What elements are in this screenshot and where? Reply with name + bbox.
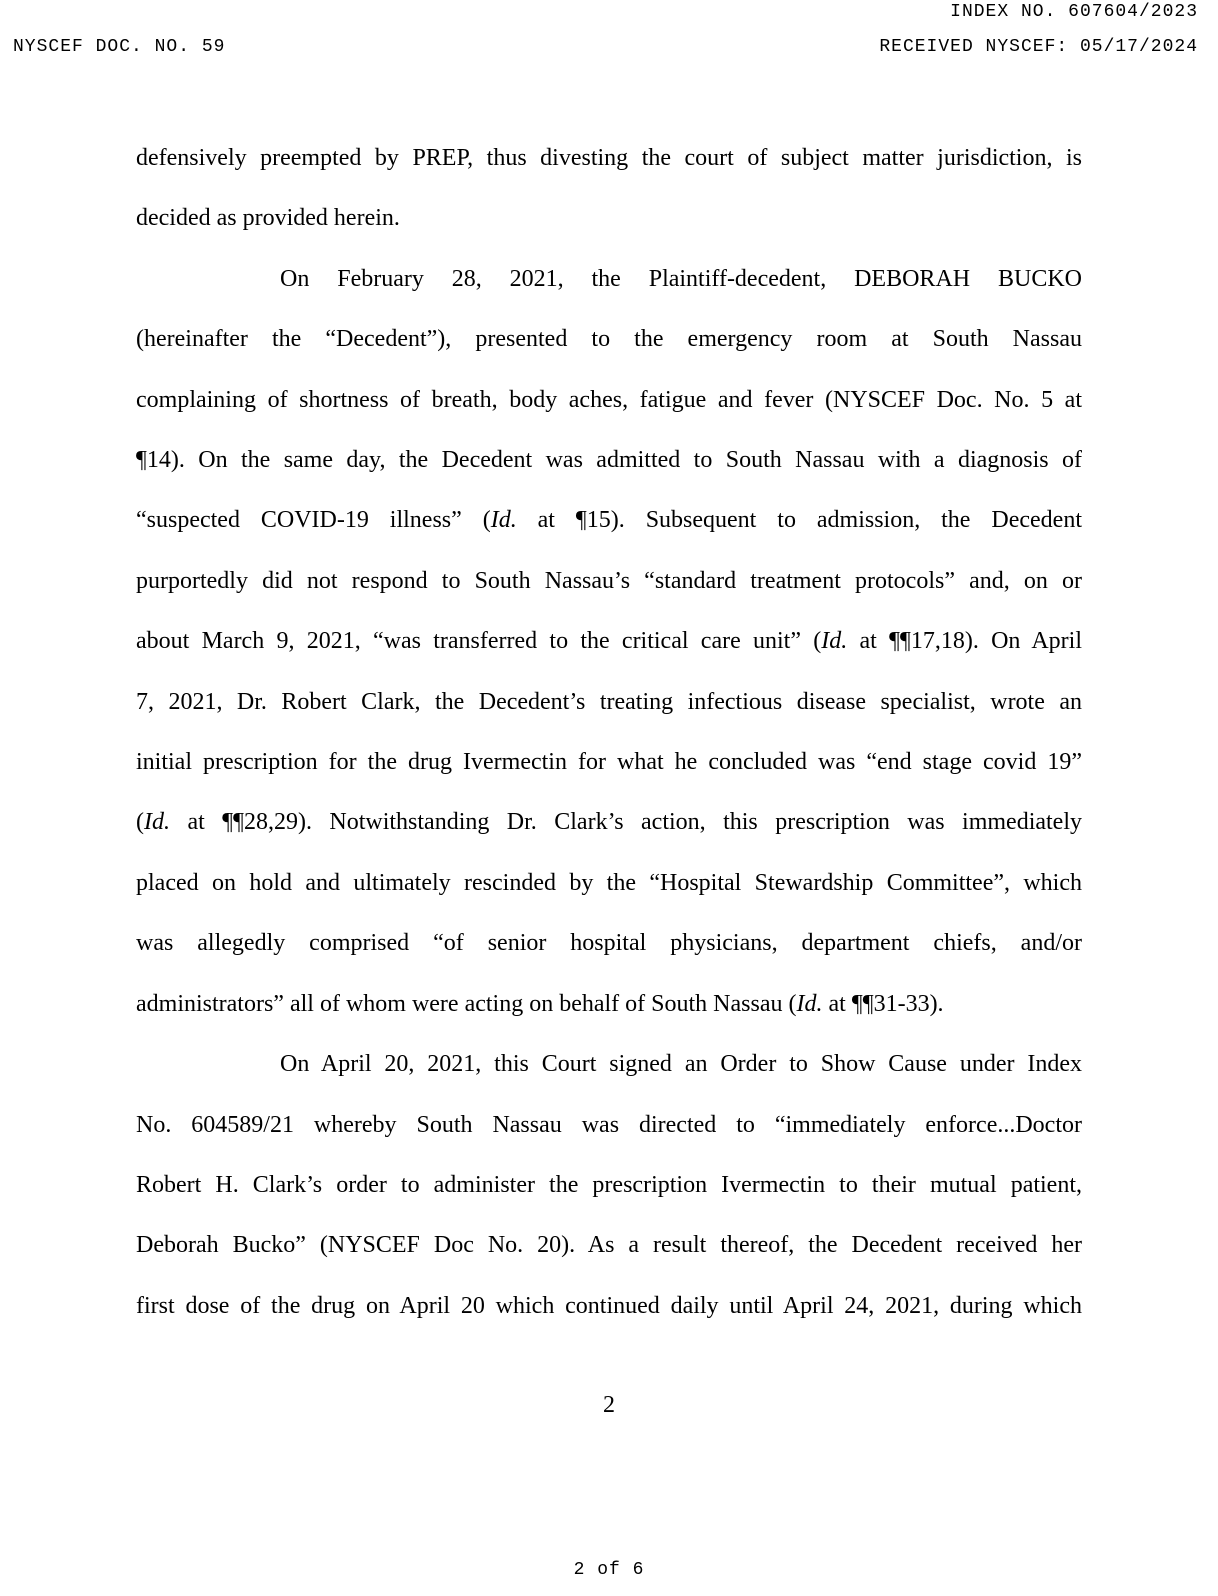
text-line: On February 28, 2021, the Plaintiff-decedent, DEBORAH BUCKO xyxy=(280,265,1082,292)
index-number: INDEX NO. 607604/2023 xyxy=(950,2,1198,22)
text-line: first dose of the drug on April 20 which continued daily until April 24, 2021, during which xyxy=(136,1292,1082,1319)
text-line: On April 20, 2021, this Court signed an Order to Show Cause under Index xyxy=(280,1051,1082,1078)
paragraph-1 xyxy=(136,128,1082,249)
page-count-footer: 2 of 6 xyxy=(573,1560,645,1580)
text-line: “suspected COVID-19 illness” (Id. at ¶15). Subsequent to admission, the Decedent xyxy=(136,507,1082,534)
text-line: placed on hold and ultimately rescinded by the “Hospital Stewardship Committee”, which xyxy=(136,869,1082,896)
text-line: No. 604589/21 whereby South Nassau was directed to “immediately enforce...Doctor xyxy=(136,1111,1082,1138)
page-number: 2 xyxy=(603,1392,615,1418)
text-line: decided as provided herein. xyxy=(136,205,400,232)
text-line: (Id. at ¶¶28,29). Notwithstanding Dr. Clark’s action, this prescription was immediately xyxy=(136,809,1082,836)
text-line: Deborah Bucko” (NYSCEF Doc No. 20). As a result thereof, the Decedent received her xyxy=(136,1232,1082,1259)
paragraph-3 xyxy=(136,1034,1082,1336)
document-body xyxy=(136,128,1082,1336)
text-line: about March 9, 2021, “was transferred to the critical care unit” (Id. at ¶¶17,18). On April xyxy=(136,628,1083,655)
text-line: purportedly did not respond to South Nassau’s “standard treatment protocols” and, on or xyxy=(136,567,1082,594)
text-line: ¶14). On the same day, the Decedent was admitted to South Nassau with a diagnosis of xyxy=(136,447,1082,474)
nyscef-doc-number: NYSCEF DOC. NO. 59 xyxy=(13,37,226,57)
text-line: administrators” all of whom were acting on behalf of South Nassau (Id. at ¶¶31-33). xyxy=(136,990,944,1017)
text-line: Robert H. Clark’s order to administer the prescription Ivermectin to their mutual patient, xyxy=(136,1171,1082,1198)
text-line: was allegedly comprised “of senior hospital physicians, department chiefs, and/or xyxy=(136,930,1082,957)
text-line: (hereinafter the “Decedent”), presented to the emergency room at South Nassau xyxy=(136,326,1082,353)
text-line: complaining of shortness of breath, body aches, fatigue and fever (NYSCEF Doc. No. 5 at xyxy=(136,386,1082,413)
received-date: RECEIVED NYSCEF: 05/17/2024 xyxy=(879,37,1198,57)
paragraph-2 xyxy=(136,249,1082,1034)
text-line: initial prescription for the drug Ivermectin for what he concluded was “end stage covid 19” xyxy=(136,749,1082,776)
text-line: 7, 2021, Dr. Robert Clark, the Decedent’s treating infectious disease specialist, wrote an xyxy=(136,688,1082,715)
text-line: defensively preempted by PREP, thus divesting the court of subject matter jurisdiction, is xyxy=(136,145,1082,171)
